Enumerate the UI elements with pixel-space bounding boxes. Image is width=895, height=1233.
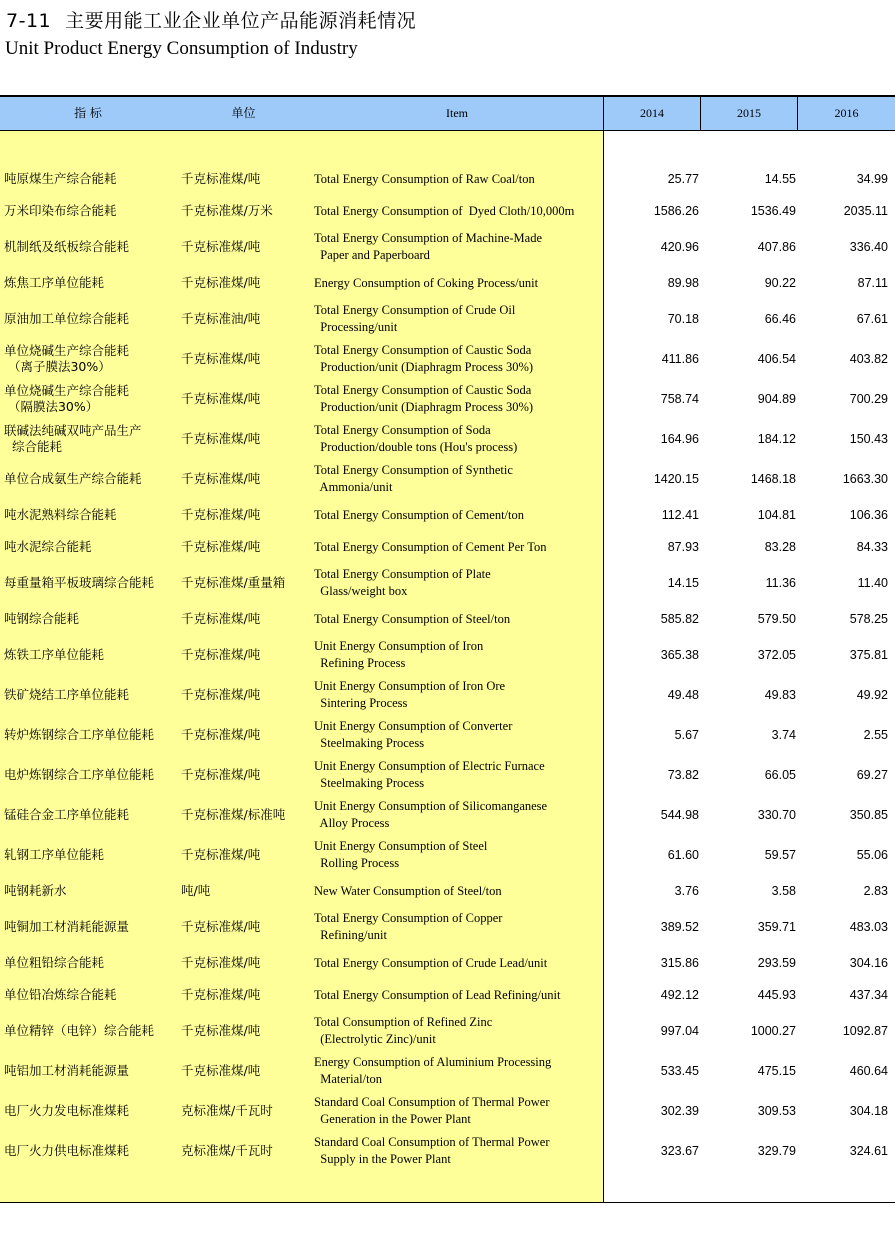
row-item-en: Energy Consumption of Aluminium Processing Material/ton <box>314 1055 552 1086</box>
row-unit: 千克标准煤/吨 <box>181 391 261 406</box>
row-item-en: Unit Energy Consumption of Converter Steelmaking Process <box>314 719 513 750</box>
row-value-2015: 83.28 <box>764 540 796 554</box>
row-item-en: Standard Coal Consumption of Thermal Power Supply in the Power Plant <box>314 1135 550 1166</box>
row-item-en: Energy Consumption of Coking Process/unit <box>314 275 539 290</box>
row-unit: 千克标准煤/吨 <box>181 539 261 554</box>
row-value-2014: 315.86 <box>660 956 699 970</box>
row-indicator-cn: 吨铜加工材消耗能源量 <box>4 919 130 934</box>
row-indicator-cn: 炼铁工序单位能耗 <box>4 647 105 662</box>
row-unit: 千克标准煤/吨 <box>181 611 261 626</box>
row-indicator-cn: 炼焦工序单位能耗 <box>4 275 105 290</box>
row-value-2016: 324.61 <box>849 1144 888 1158</box>
row-indicator-cn: 转炉炼钢综合工序单位能耗 <box>4 727 155 742</box>
row-value-2014: 533.45 <box>660 1064 699 1078</box>
row-indicator-cn: 万米印染布综合能耗 <box>4 203 117 218</box>
row-value-2015: 184.12 <box>757 432 796 446</box>
row-value-2016: 336.40 <box>849 240 888 254</box>
row-value-2016: 106.36 <box>849 508 888 522</box>
row-unit: 千克标准煤/吨 <box>181 171 261 186</box>
row-indicator-cn: 锰硅合金工序单位能耗 <box>4 807 130 822</box>
row-unit: 千克标准煤/标准吨 <box>181 807 286 822</box>
row-value-2015: 407.86 <box>757 240 796 254</box>
row-value-2014: 5.67 <box>674 728 699 742</box>
row-value-2014: 87.93 <box>667 540 699 554</box>
row-item-en: Total Consumption of Refined Zinc (Electrolytic Zinc)/unit <box>314 1015 493 1046</box>
row-value-2016: 11.40 <box>857 576 888 590</box>
row-unit: 千克标准煤/吨 <box>181 351 261 366</box>
row-value-2016: 49.92 <box>856 688 888 702</box>
row-value-2015: 475.15 <box>757 1064 796 1078</box>
row-value-2014: 997.04 <box>660 1024 699 1038</box>
row-item-en: Total Energy Consumption of Machine-Made Paper and Paperboard <box>314 231 543 262</box>
row-unit: 千克标准煤/吨 <box>181 239 261 254</box>
page-title-en: Unit Product Energy Consumption of Industry <box>5 38 358 59</box>
row-value-2014: 365.38 <box>660 648 699 662</box>
label-column-background <box>0 131 603 1202</box>
row-value-2014: 1420.15 <box>653 472 699 486</box>
row-unit: 千克标准煤/吨 <box>181 727 261 742</box>
row-value-2016: 578.25 <box>849 612 888 626</box>
row-unit: 千克标准煤/吨 <box>181 955 261 970</box>
row-item-en: Total Energy Consumption of Steel/ton <box>314 611 511 626</box>
row-unit: 千克标准煤/吨 <box>181 847 261 862</box>
row-indicator-cn: 吨铝加工材消耗能源量 <box>4 1063 130 1078</box>
row-indicator-cn: 铁矿烧结工序单位能耗 <box>4 687 130 702</box>
row-item-en: Standard Coal Consumption of Thermal Power Generation in the Power Plant <box>314 1095 550 1126</box>
column-divider <box>603 97 604 1202</box>
row-unit: 千克标准煤/吨 <box>181 919 261 934</box>
row-indicator-cn: 单位合成氨生产综合能耗 <box>4 471 142 486</box>
header-divider <box>797 97 798 130</box>
row-item-en: Total Energy Consumption of Plate Glass/weight box <box>314 567 491 598</box>
row-item-en: Unit Energy Consumption of Iron Refining Process <box>314 639 484 670</box>
row-indicator-cn: 机制纸及纸板综合能耗 <box>4 239 130 254</box>
row-value-2016: 437.34 <box>849 988 888 1002</box>
row-value-2015: 579.50 <box>757 612 796 626</box>
row-item-en: Unit Energy Consumption of Steel Rolling Process <box>314 839 488 870</box>
row-value-2014: 585.82 <box>660 612 699 626</box>
row-value-2014: 164.96 <box>660 432 699 446</box>
row-value-2015: 90.22 <box>764 276 796 290</box>
row-indicator-cn: 吨钢耗新水 <box>4 883 67 898</box>
row-item-en: Total Energy Consumption of Cement/ton <box>314 507 524 522</box>
row-value-2015: 372.05 <box>757 648 796 662</box>
row-value-2015: 359.71 <box>757 920 796 934</box>
row-value-2016: 2.55 <box>863 728 888 742</box>
row-value-2015: 406.54 <box>757 352 796 366</box>
row-value-2015: 11.36 <box>765 576 796 590</box>
header-year-2014: 2014 <box>640 106 664 120</box>
row-item-en: Total Energy Consumption of Lead Refining/unit <box>314 987 561 1002</box>
header-divider <box>700 97 701 130</box>
row-unit: 千克标准煤/吨 <box>181 471 261 486</box>
row-value-2015: 1468.18 <box>750 472 796 486</box>
row-value-2016: 84.33 <box>856 540 888 554</box>
row-item-en: Unit Energy Consumption of Silicomanganese Alloy Process <box>314 799 548 830</box>
row-value-2015: 3.58 <box>771 884 796 898</box>
row-value-2016: 483.03 <box>849 920 888 934</box>
row-item-en: Unit Energy Consumption of Electric Furnace Steelmaking Process <box>314 759 545 790</box>
row-value-2016: 700.29 <box>849 392 888 406</box>
row-value-2016: 34.99 <box>856 172 888 186</box>
row-unit: 千克标准煤/重量箱 <box>181 575 286 590</box>
row-value-2014: 1586.26 <box>653 204 699 218</box>
row-item-en: Total Energy Consumption of Caustic Soda Production/unit (Diaphragm Process 30%) <box>314 343 534 374</box>
row-item-en: Total Energy Consumption of Synthetic Ammonia/unit <box>314 463 513 494</box>
row-value-2014: 49.48 <box>667 688 699 702</box>
header-indicator: 指 标 <box>74 106 102 120</box>
row-value-2014: 544.98 <box>660 808 699 822</box>
row-unit: 千克标准煤/吨 <box>181 1063 261 1078</box>
row-value-2016: 1092.87 <box>842 1024 888 1038</box>
row-unit: 千克标准煤/万米 <box>181 203 273 218</box>
row-indicator-cn: 吨钢综合能耗 <box>4 611 80 626</box>
row-indicator-cn: 电厂火力供电标准煤耗 <box>4 1143 130 1158</box>
row-value-2015: 309.53 <box>757 1104 796 1118</box>
row-value-2014: 112.41 <box>661 508 699 522</box>
row-value-2014: 420.96 <box>660 240 699 254</box>
row-value-2016: 87.11 <box>857 276 888 290</box>
energy-table <box>0 95 895 1203</box>
row-value-2016: 67.61 <box>856 312 888 326</box>
row-value-2014: 73.82 <box>667 768 699 782</box>
row-value-2016: 1663.30 <box>842 472 888 486</box>
row-value-2016: 375.81 <box>849 648 888 662</box>
row-value-2014: 323.67 <box>660 1144 699 1158</box>
row-value-2016: 304.18 <box>849 1104 888 1118</box>
row-item-en: Total Energy Consumption of Soda Production/double tons (Hou's process) <box>314 423 518 454</box>
row-value-2016: 460.64 <box>849 1064 888 1078</box>
row-item-en: Total Energy Consumption of Crude Oil Processing/unit <box>314 303 516 334</box>
row-value-2014: 61.60 <box>667 848 699 862</box>
row-unit: 千克标准煤/吨 <box>181 1023 261 1038</box>
row-value-2015: 293.59 <box>757 956 796 970</box>
row-unit: 克标准煤/千瓦时 <box>181 1103 273 1118</box>
row-value-2015: 3.74 <box>771 728 796 742</box>
row-value-2014: 14.15 <box>667 576 699 590</box>
row-item-en: Total Energy Consumption of Caustic Soda Production/unit (Diaphragm Process 30%) <box>314 383 534 414</box>
header-unit: 单位 <box>231 106 256 120</box>
row-unit: 吨/吨 <box>181 883 211 898</box>
row-indicator-cn: 联碱法纯碱双吨产品生产 综合能耗 <box>4 423 142 454</box>
page-title-cn <box>6 6 416 33</box>
row-value-2015: 66.46 <box>764 312 796 326</box>
table-title-cn: 主要用能工业企业单位产品能源消耗情况 <box>65 10 417 32</box>
row-value-2015: 330.70 <box>757 808 796 822</box>
row-value-2015: 904.89 <box>757 392 796 406</box>
row-unit: 千克标准煤/吨 <box>181 987 261 1002</box>
row-value-2015: 104.81 <box>757 508 796 522</box>
row-indicator-cn: 电炉炼钢综合工序单位能耗 <box>4 767 155 782</box>
row-value-2016: 150.43 <box>849 432 888 446</box>
row-item-en: Total Energy Consumption of Dyed Cloth/10,000m <box>314 203 575 218</box>
row-value-2014: 492.12 <box>660 988 699 1002</box>
row-value-2014: 89.98 <box>667 276 699 290</box>
row-value-2014: 758.74 <box>660 392 699 406</box>
header-year-2016: 2016 <box>834 106 859 120</box>
table-header <box>0 97 895 131</box>
row-value-2016: 69.27 <box>856 768 888 782</box>
row-indicator-cn: 吨水泥熟料综合能耗 <box>4 507 117 522</box>
table-number: 7-11 <box>6 10 52 32</box>
row-indicator-cn: 单位粗铅综合能耗 <box>4 955 105 970</box>
row-value-2015: 49.83 <box>764 688 796 702</box>
row-value-2016: 2035.11 <box>843 204 888 218</box>
row-indicator-cn: 电厂火力发电标准煤耗 <box>4 1103 130 1118</box>
row-value-2014: 25.77 <box>667 172 699 186</box>
row-value-2016: 350.85 <box>849 808 888 822</box>
row-value-2014: 3.76 <box>674 884 699 898</box>
row-item-en: Total Energy Consumption of Raw Coal/ton <box>314 171 535 186</box>
row-value-2015: 1536.49 <box>750 204 796 218</box>
row-unit: 千克标准煤/吨 <box>181 275 261 290</box>
row-indicator-cn: 单位烧碱生产综合能耗 （离子膜法30%） <box>4 343 130 374</box>
row-value-2015: 445.93 <box>757 988 796 1002</box>
row-value-2015: 66.05 <box>764 768 796 782</box>
row-unit: 千克标准煤/吨 <box>181 767 261 782</box>
row-item-en: Total Energy Consumption of Crude Lead/unit <box>314 955 548 970</box>
row-value-2015: 59.57 <box>764 848 796 862</box>
row-value-2015: 14.55 <box>764 172 796 186</box>
row-indicator-cn: 原油加工单位综合能耗 <box>4 311 130 326</box>
row-value-2014: 70.18 <box>667 312 699 326</box>
row-indicator-cn: 单位烧碱生产综合能耗 （隔膜法30%） <box>4 383 130 414</box>
row-indicator-cn: 吨水泥综合能耗 <box>4 539 92 554</box>
row-item-en: Total Energy Consumption of Cement Per Ton <box>314 539 547 554</box>
row-unit: 千克标准煤/吨 <box>181 431 261 446</box>
row-indicator-cn: 吨原煤生产综合能耗 <box>4 171 117 186</box>
row-item-en: Total Energy Consumption of Copper Refining/unit <box>314 911 503 942</box>
row-unit: 千克标准煤/吨 <box>181 647 261 662</box>
row-item-en: Unit Energy Consumption of Iron Ore Sintering Process <box>314 679 506 710</box>
row-value-2014: 302.39 <box>660 1104 699 1118</box>
row-indicator-cn: 轧钢工序单位能耗 <box>4 847 105 862</box>
header-year-2015: 2015 <box>737 106 761 120</box>
header-item: Item <box>446 106 468 120</box>
row-value-2015: 329.79 <box>757 1144 796 1158</box>
row-unit: 千克标准煤/吨 <box>181 507 261 522</box>
row-item-en: New Water Consumption of Steel/ton <box>314 883 502 898</box>
row-value-2016: 55.06 <box>856 848 888 862</box>
row-indicator-cn: 单位精锌（电锌）综合能耗 <box>4 1023 155 1038</box>
row-unit: 千克标准煤/吨 <box>181 687 261 702</box>
row-value-2016: 403.82 <box>849 352 888 366</box>
row-unit: 千克标准油/吨 <box>181 311 261 326</box>
row-indicator-cn: 每重量箱平板玻璃综合能耗 <box>4 575 155 590</box>
row-value-2014: 411.86 <box>661 352 699 366</box>
row-value-2014: 389.52 <box>660 920 699 934</box>
row-indicator-cn: 单位铅冶炼综合能耗 <box>4 987 117 1002</box>
row-value-2016: 304.16 <box>849 956 888 970</box>
row-value-2015: 1000.27 <box>750 1024 796 1038</box>
row-value-2016: 2.83 <box>863 884 888 898</box>
row-unit: 克标准煤/千瓦时 <box>181 1143 273 1158</box>
